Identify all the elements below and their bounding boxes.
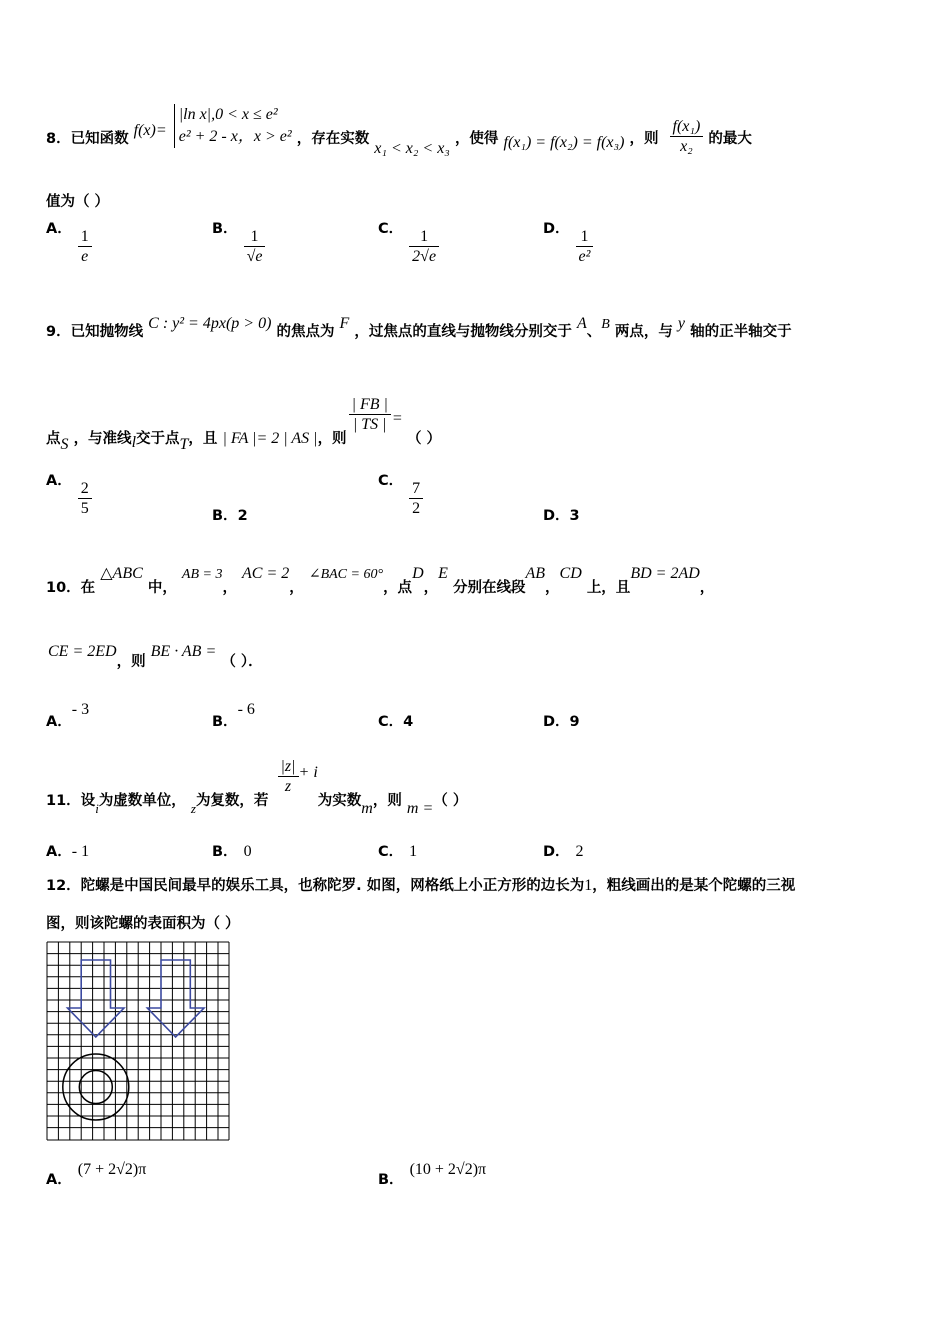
q9-option-b-label: B． bbox=[212, 508, 238, 524]
q8-piecewise bbox=[174, 104, 292, 148]
q8-option-c-frac bbox=[409, 228, 439, 266]
q8-c-num: 1 bbox=[420, 228, 429, 245]
q9-t3: 两点，与 bbox=[614, 324, 673, 340]
q11-frac-den: z bbox=[278, 776, 299, 796]
q9-l2c: 交于点 bbox=[136, 431, 180, 447]
q12-option-b[interactable] bbox=[378, 1158, 487, 1188]
q10-option-d[interactable] bbox=[543, 710, 580, 731]
q8-frac-den: x₂ bbox=[670, 136, 704, 156]
q8-a-num: 1 bbox=[80, 228, 89, 245]
q10-ab: AB = 3 bbox=[181, 567, 223, 582]
q8-max: 的最大 bbox=[708, 131, 752, 147]
q10-option-c-label: C． bbox=[378, 714, 404, 730]
q11-option-b-label: B． bbox=[212, 844, 238, 860]
q10-D: D bbox=[412, 565, 424, 582]
q9-a-num: 2 bbox=[80, 480, 89, 497]
q8-chain: x₁ < x₂ < x₃ bbox=[374, 140, 450, 157]
q8-option-d-frac bbox=[576, 228, 594, 266]
q12-option-a-label: A． bbox=[46, 1172, 72, 1188]
q9-option-c[interactable] bbox=[378, 473, 423, 518]
q9-prefix: 9．已知抛物线 bbox=[46, 324, 144, 340]
grid-lines bbox=[47, 942, 229, 1140]
q10-option-b[interactable] bbox=[212, 701, 255, 731]
q10-angle: ∠BAC = 60° bbox=[308, 567, 384, 582]
q10-comma5: ， bbox=[699, 580, 715, 596]
q9-option-d[interactable] bbox=[543, 504, 580, 525]
q10-prefix: 10．在 bbox=[46, 580, 96, 596]
q12-option-a[interactable] bbox=[46, 1158, 147, 1188]
q11-meq: m = bbox=[406, 800, 434, 817]
q12-line1b: ，粗线画出的是某个陀螺的三视 bbox=[592, 878, 796, 894]
q10-t3: 上，且 bbox=[586, 580, 631, 596]
q9-frac-num: | FB | bbox=[351, 396, 388, 413]
q9-option-b[interactable] bbox=[212, 504, 248, 525]
q9-option-b-value: 2 bbox=[237, 508, 248, 524]
q8-d-den: e² bbox=[576, 246, 594, 266]
q8-option-c[interactable] bbox=[378, 221, 439, 266]
q8-fraction bbox=[670, 118, 704, 156]
q8-b-den: √e bbox=[244, 246, 266, 266]
q9-line1 bbox=[46, 312, 792, 340]
q9-a-den: 5 bbox=[78, 498, 92, 518]
q8-prefix: 8．已知函数 bbox=[46, 131, 129, 147]
q10-t4: ，则 bbox=[116, 654, 146, 670]
q10-option-a-label: A． bbox=[46, 714, 72, 730]
q9-l2a: 点 bbox=[46, 431, 61, 447]
q11-paren: （ ） bbox=[433, 793, 468, 809]
q10-t1: ，点 bbox=[383, 580, 413, 596]
q9-T: T bbox=[179, 436, 189, 453]
q10-bd: BD = 2AD bbox=[630, 565, 700, 582]
top-view-circles bbox=[63, 1054, 129, 1120]
q10-seg1: AB bbox=[525, 565, 546, 582]
q11-fraction bbox=[278, 758, 299, 796]
q10-dot: BE · AB = bbox=[150, 643, 217, 660]
q8-b-num: 1 bbox=[250, 228, 259, 245]
q10-option-c-value: 4 bbox=[403, 714, 414, 730]
q8-option-b[interactable] bbox=[212, 221, 265, 266]
q10-seg2: CD bbox=[559, 565, 582, 582]
q10-comma4: ， bbox=[545, 580, 560, 596]
q8-option-a-frac bbox=[78, 228, 92, 266]
q11-option-b[interactable] bbox=[212, 840, 252, 861]
q8-a-den: e bbox=[78, 246, 92, 266]
q10-option-a[interactable] bbox=[46, 701, 90, 731]
q9-sep: 、 bbox=[586, 324, 602, 340]
q9-B: B bbox=[601, 317, 610, 332]
q11-t1: 为虚数单位， bbox=[98, 793, 186, 809]
q9-l2b: ，与准线 bbox=[73, 431, 132, 447]
q10-paren: （ ）． bbox=[221, 654, 263, 670]
q8-option-d-label: D． bbox=[543, 221, 570, 237]
q9-option-a-frac bbox=[78, 480, 92, 518]
q11-t3: 为实数 bbox=[317, 793, 362, 809]
q11-option-a[interactable] bbox=[46, 840, 89, 861]
q10-ac: AC = 2 bbox=[242, 565, 290, 582]
q9-c-num: 7 bbox=[412, 480, 421, 497]
q11-option-c[interactable] bbox=[378, 840, 417, 861]
q12-option-a-value: (7 + 2√2)π bbox=[77, 1161, 147, 1178]
q8-such: ，使得 bbox=[454, 131, 499, 147]
q8-exists: ，存在实数 bbox=[296, 131, 370, 147]
q11-option-d[interactable] bbox=[543, 840, 584, 861]
q11-option-a-value: - 1 bbox=[71, 843, 90, 860]
q10-option-b-value: - 6 bbox=[237, 701, 255, 718]
q8-case1: |ln x|,0 < x ≤ e² bbox=[178, 106, 278, 123]
q10-in: 中， bbox=[147, 580, 177, 596]
q10-comma2: ， bbox=[289, 580, 304, 596]
q8-equal: f(x₁) = f(x₂) = f(x₃) bbox=[503, 134, 625, 151]
q8-then: ，则 bbox=[629, 131, 659, 147]
q11-option-c-value: 1 bbox=[409, 843, 418, 860]
q9-option-d-label: D． bbox=[543, 508, 570, 524]
q11-t4: ，则 bbox=[372, 793, 402, 809]
q8-case2: e² + 2 - x，x > e² bbox=[178, 128, 292, 145]
q12-option-b-label: B． bbox=[378, 1172, 404, 1188]
q11-frac-num: |z| bbox=[280, 758, 296, 775]
q11-option-a-label: A． bbox=[46, 844, 72, 860]
q9-paren: （ ） bbox=[407, 431, 442, 447]
q8-line1 bbox=[46, 104, 752, 157]
q9-t4: 轴的正半轴交于 bbox=[690, 324, 792, 340]
q9-l2d: ，且 bbox=[188, 431, 218, 447]
q9-option-c-frac bbox=[409, 480, 423, 518]
q12-option-b-value: (10 + 2√2)π bbox=[409, 1161, 487, 1178]
q9-fraction bbox=[349, 396, 391, 434]
q9-S: S bbox=[60, 436, 69, 453]
q9-option-d-value: 3 bbox=[569, 508, 580, 524]
q11-prefix: 11．设 bbox=[46, 793, 96, 809]
q10-E: E bbox=[438, 565, 448, 582]
q8-d-num: 1 bbox=[580, 228, 589, 245]
q9-frac-den: | TS | bbox=[349, 414, 391, 434]
q11-option-c-label: C． bbox=[378, 844, 404, 860]
q10-comma1: ， bbox=[222, 580, 237, 596]
three-view-figure bbox=[44, 940, 232, 1142]
q11-line1 bbox=[46, 758, 468, 817]
q11-t2: 为复数，若 bbox=[195, 793, 269, 809]
q10-tri: △ABC bbox=[100, 565, 143, 582]
q10-ce: CE = 2ED bbox=[48, 643, 117, 660]
q10-line2 bbox=[46, 640, 263, 670]
q10-option-b-label: B． bbox=[212, 714, 238, 730]
q9-option-c-label: C． bbox=[378, 473, 404, 489]
q9-F: F bbox=[339, 315, 350, 332]
q9-c-den: 2 bbox=[409, 498, 423, 518]
q8-option-b-frac bbox=[244, 228, 266, 266]
q12-one: 1 bbox=[584, 877, 593, 894]
q9-l: l bbox=[131, 434, 137, 451]
q9-eq: = bbox=[392, 410, 402, 427]
q10-option-d-value: 9 bbox=[569, 714, 580, 730]
q12-line1 bbox=[46, 874, 795, 895]
q11-option-d-value: 2 bbox=[575, 843, 584, 860]
q11-z: z bbox=[190, 801, 196, 816]
q10-option-c[interactable] bbox=[378, 710, 413, 731]
q10-option-a-value: - 3 bbox=[71, 701, 90, 718]
q11-option-d-label: D． bbox=[543, 844, 570, 860]
q8-line2: 值为（ ） bbox=[46, 194, 110, 210]
q9-t2: ，过焦点的直线与抛物线分别交于 bbox=[354, 324, 572, 340]
q11-plus-i: + i bbox=[298, 764, 318, 781]
q9-line2 bbox=[46, 396, 442, 453]
q12-line2: 图，则该陀螺的表面积为（ ） bbox=[46, 916, 240, 932]
q9-A: A bbox=[576, 315, 587, 332]
q8-option-a[interactable] bbox=[46, 221, 92, 266]
q11-m: m bbox=[361, 800, 373, 817]
q8-option-d[interactable] bbox=[543, 221, 593, 266]
q8-frac-num: f(x₁) bbox=[672, 118, 701, 135]
q10-option-d-label: D． bbox=[543, 714, 570, 730]
q9-l2e: ，则 bbox=[317, 431, 347, 447]
q10-t2: 分别在线段 bbox=[452, 580, 526, 596]
q9-curve: C : y² = 4px(p > 0) bbox=[148, 315, 272, 332]
q11-i: i bbox=[95, 801, 99, 816]
q9-option-a-label: A． bbox=[46, 473, 72, 489]
q9-t1: 的焦点为 bbox=[276, 324, 335, 340]
q8-option-a-label: A． bbox=[46, 221, 72, 237]
q9-y: y bbox=[677, 315, 686, 332]
q10-line1 bbox=[46, 562, 715, 596]
q8-c-den: 2√e bbox=[409, 246, 439, 266]
q9-cond: | FA |= 2 | AS | bbox=[222, 430, 318, 447]
q9-option-a[interactable] bbox=[46, 473, 92, 518]
q8-func: f(x)= bbox=[133, 122, 167, 139]
q10-comma3: ， bbox=[423, 580, 439, 596]
q8-option-b-label: B． bbox=[212, 221, 238, 237]
q8-option-c-label: C． bbox=[378, 221, 404, 237]
q12-line1a: 12．陀螺是中国民间最早的娱乐工具，也称陀罗. 如图，网格纸上小正方形的边长为 bbox=[46, 878, 585, 894]
q11-option-b-value: 0 bbox=[243, 843, 252, 860]
